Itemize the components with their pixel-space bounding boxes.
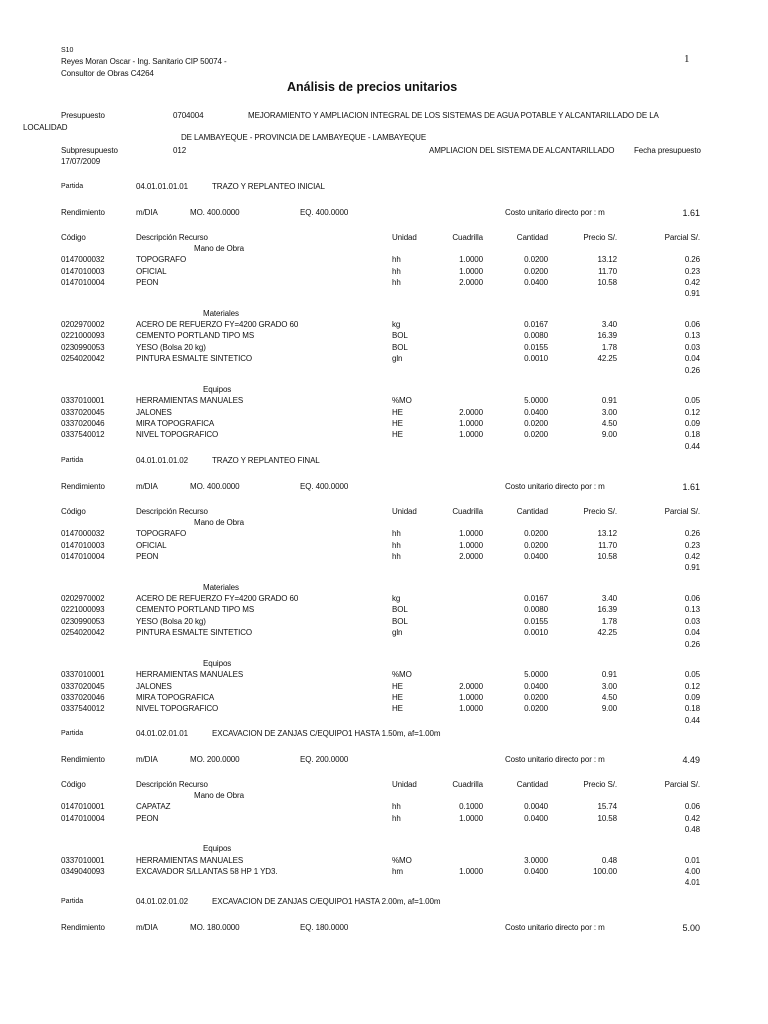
partida-name: TRAZO Y REPLANTEO INICIAL — [212, 182, 325, 191]
resource-description: PEON — [136, 278, 159, 288]
resource-code: 0337540012 — [61, 430, 105, 440]
resource-cantidad: 0.0200 — [524, 529, 548, 539]
costo-unitario-label: Costo unitario directo por : m — [505, 482, 605, 491]
col-header-descripcion: Descripción Recurso — [136, 780, 208, 789]
group-subtotal: 0.44 — [684, 441, 700, 451]
resource-code: 0147010001 — [61, 802, 105, 812]
rendimiento-eq: EQ. 180.0000 — [300, 923, 349, 932]
resource-parcial: 0.23 — [684, 540, 700, 550]
resource-parcial: 0.26 — [684, 255, 700, 265]
resource-code: 0337540012 — [61, 704, 105, 714]
resource-unit: %MO — [392, 396, 412, 406]
costo-unitario-label: Costo unitario directo por : m — [505, 755, 605, 764]
resource-description: NIVEL TOPOGRAFICO — [136, 704, 219, 714]
rendimiento-unit: m/DIA — [136, 208, 158, 217]
resource-parcial: 0.13 — [684, 331, 700, 341]
resource-cantidad: 0.0400 — [524, 552, 548, 562]
partida-label: Partida — [61, 898, 84, 905]
col-header-codigo: Código — [61, 507, 86, 516]
col-header-precio: Precio S/. — [583, 780, 617, 789]
resource-parcial: 0.06 — [684, 320, 700, 330]
resource-code: 0147000032 — [61, 255, 105, 265]
col-header-cantidad: Cantidad — [516, 780, 548, 789]
presupuesto-description: MEJORAMIENTO Y AMPLIACION INTEGRAL DE LOS SISTEMAS DE AGUA POTABLE Y ALCANTARILLADO DE LA — [248, 111, 659, 120]
resource-parcial: 0.03 — [684, 616, 700, 626]
col-header-cuadrilla: Cuadrilla — [452, 780, 483, 789]
partida-label: Partida — [61, 730, 84, 737]
resource-unit: BOL — [392, 342, 408, 352]
subpresupuesto-label: Subpresupuesto — [61, 146, 118, 155]
resource-parcial: 0.23 — [684, 266, 700, 276]
resource-precio: 11.70 — [598, 540, 617, 550]
resource-code: 0349040093 — [61, 867, 105, 877]
resource-parcial: 0.04 — [684, 354, 700, 364]
resource-description: CEMENTO PORTLAND TIPO MS — [136, 605, 255, 615]
rendimiento-unit: m/DIA — [136, 482, 158, 491]
resource-description: HERRAMIENTAS MANUALES — [136, 855, 244, 865]
resource-code: 0147010004 — [61, 552, 105, 562]
resource-parcial: 0.42 — [684, 278, 700, 288]
resource-precio: 0.91 — [601, 670, 617, 680]
resource-description: PEON — [136, 552, 159, 562]
resource-cantidad: 0.0080 — [524, 331, 548, 341]
partida-name: EXCAVACION DE ZANJAS C/EQUIPO1 HASTA 1.50m, af=1.00m — [212, 729, 441, 738]
resource-unit: hh — [392, 802, 401, 812]
resource-cantidad: 0.0400 — [524, 681, 548, 691]
resource-precio: 15.74 — [597, 802, 617, 812]
resource-description: YESO (Bolsa 20 kg) — [136, 342, 206, 352]
group-heading: Equipos — [203, 658, 232, 668]
resource-code: 0221000093 — [61, 331, 105, 341]
resource-parcial: 0.13 — [684, 605, 700, 615]
resource-cuadrilla: 1.0000 — [459, 529, 483, 539]
resource-unit: kg — [392, 320, 401, 330]
col-header-codigo: Código — [61, 233, 86, 242]
rendimiento-mo: MO. 400.0000 — [190, 482, 240, 491]
resource-parcial: 0.03 — [684, 342, 700, 352]
resource-cuadrilla: 1.0000 — [459, 418, 483, 428]
group-subtotal: 0.48 — [684, 825, 700, 835]
resource-code: 0337010001 — [61, 396, 105, 406]
resource-precio: 9.00 — [601, 430, 617, 440]
group-subtotal: 0.44 — [684, 715, 700, 725]
resource-unit: %MO — [392, 670, 412, 680]
rendimiento-label: Rendimiento — [61, 923, 105, 932]
resource-cantidad: 0.0080 — [524, 605, 548, 615]
resource-description: EXCAVADOR S/LLANTAS 58 HP 1 YD3. — [136, 867, 278, 877]
group-heading: Mano de Obra — [194, 791, 244, 800]
resource-precio: 4.50 — [601, 418, 617, 428]
resource-precio: 9.00 — [601, 704, 617, 714]
resource-description: PEON — [136, 813, 159, 823]
resource-cantidad: 0.0167 — [524, 594, 548, 604]
resource-description: MIRA TOPOGRAFICA — [136, 692, 215, 702]
resource-cuadrilla: 2.0000 — [459, 552, 483, 562]
col-header-descripcion: Descripción Recurso — [136, 507, 208, 516]
resource-precio: 1.78 — [601, 342, 617, 352]
resource-cuadrilla: 1.0000 — [459, 266, 483, 276]
resource-unit: hh — [392, 552, 401, 562]
costo-unitario-label: Costo unitario directo por : m — [505, 923, 605, 932]
resource-parcial: 0.42 — [684, 813, 700, 823]
group-subtotal: 4.01 — [684, 878, 700, 888]
resource-unit: hh — [392, 255, 401, 265]
resource-description: ACERO DE REFUERZO FY=4200 GRADO 60 — [136, 320, 299, 330]
col-header-parcial: Parcial S/. — [664, 233, 700, 242]
partida-code: 04.01.02.01.01 — [136, 729, 188, 738]
resource-unit: %MO — [392, 855, 412, 865]
resource-description: OFICIAL — [136, 540, 167, 550]
resource-parcial: 0.42 — [684, 552, 700, 562]
resource-description: PINTURA ESMALTE SINTETICO — [136, 628, 253, 638]
page-title: Análisis de precios unitarios — [287, 80, 458, 94]
resource-cuadrilla: 2.0000 — [459, 278, 483, 288]
resource-code: 0337020045 — [61, 681, 105, 691]
rendimiento-eq: EQ. 200.0000 — [300, 755, 349, 764]
group-heading: Equipos — [203, 844, 232, 854]
group-subtotal: 0.91 — [684, 563, 700, 573]
resource-cuadrilla: 1.0000 — [459, 255, 483, 265]
resource-parcial: 0.26 — [684, 529, 700, 539]
rendimiento-label: Rendimiento — [61, 482, 105, 491]
resource-cantidad: 0.0400 — [524, 407, 548, 417]
resource-cuadrilla: 1.0000 — [459, 540, 483, 550]
resource-unit: hh — [392, 278, 401, 288]
group-heading: Materiales — [203, 582, 239, 592]
resource-description: OFICIAL — [136, 266, 167, 276]
resource-cantidad: 0.0155 — [524, 342, 548, 352]
resource-cantidad: 0.0040 — [524, 802, 548, 812]
col-header-precio: Precio S/. — [583, 507, 617, 516]
resource-parcial: 0.12 — [684, 681, 700, 691]
subpresupuesto-description: AMPLIACION DEL SISTEMA DE ALCANTARILLADO — [429, 146, 615, 155]
resource-unit: HE — [392, 692, 403, 702]
resource-parcial: 0.06 — [684, 802, 700, 812]
resource-unit: HE — [392, 681, 403, 691]
resource-code: 0202970002 — [61, 320, 105, 330]
resource-precio: 42.25 — [597, 628, 617, 638]
resource-cantidad: 0.0200 — [524, 692, 548, 702]
partida-code: 04.01.01.01.01 — [136, 182, 188, 191]
resource-cuadrilla: 1.0000 — [459, 867, 483, 877]
group-heading: Mano de Obra — [194, 518, 244, 527]
report-code: S10 — [61, 47, 74, 54]
col-header-parcial: Parcial S/. — [664, 507, 700, 516]
col-header-cuadrilla: Cuadrilla — [452, 507, 483, 516]
resource-code: 0221000093 — [61, 605, 105, 615]
resource-code: 0147010004 — [61, 278, 105, 288]
rendimiento-unit: m/DIA — [136, 755, 158, 764]
group-heading: Mano de Obra — [194, 244, 244, 253]
resource-cuadrilla: 2.0000 — [459, 407, 483, 417]
costo-unitario-label: Costo unitario directo por : m — [505, 208, 605, 217]
resource-cantidad: 0.0010 — [524, 354, 548, 364]
resource-code: 0254020042 — [61, 354, 105, 364]
resource-precio: 16.39 — [597, 605, 617, 615]
resource-parcial: 4.00 — [684, 867, 700, 877]
col-header-parcial: Parcial S/. — [664, 780, 700, 789]
resource-cantidad: 5.0000 — [524, 396, 548, 406]
resource-precio: 13.12 — [597, 529, 617, 539]
col-header-unidad: Unidad — [392, 780, 417, 789]
resource-description: MIRA TOPOGRAFICA — [136, 418, 215, 428]
resource-description: YESO (Bolsa 20 kg) — [136, 616, 206, 626]
col-header-unidad: Unidad — [392, 507, 417, 516]
resource-cantidad: 0.0155 — [524, 616, 548, 626]
subpresupuesto-code: 012 — [173, 146, 187, 155]
resource-code: 0337020046 — [61, 692, 105, 702]
rendimiento-eq: EQ. 400.0000 — [300, 208, 349, 217]
page-number: 1 — [684, 53, 690, 65]
resource-unit: hh — [392, 540, 401, 550]
presupuesto-label: Presupuesto — [61, 111, 105, 120]
resource-cuadrilla: 2.0000 — [459, 681, 483, 691]
resource-precio: 13.12 — [597, 255, 617, 265]
resource-precio: 3.40 — [601, 320, 617, 330]
resource-cuadrilla: 1.0000 — [459, 692, 483, 702]
resource-cantidad: 0.0200 — [524, 430, 548, 440]
resource-precio: 1.78 — [601, 616, 617, 626]
resource-unit: gln — [392, 354, 403, 364]
resource-precio: 10.58 — [597, 552, 617, 562]
resource-cuadrilla: 1.0000 — [459, 704, 483, 714]
partida-label: Partida — [61, 183, 84, 190]
group-heading: Equipos — [203, 384, 232, 394]
rendimiento-mo: MO. 200.0000 — [190, 755, 240, 764]
resource-cuadrilla: 1.0000 — [459, 813, 483, 823]
resource-precio: 100.00 — [593, 867, 617, 877]
resource-precio: 11.70 — [598, 266, 617, 276]
resource-code: 0230990053 — [61, 616, 105, 626]
presupuesto-description-line2: DE LAMBAYEQUE - PROVINCIA DE LAMBAYEQUE - LAMBAYEQUE — [181, 133, 427, 142]
resource-code: 0337020045 — [61, 407, 105, 417]
costo-unitario-total: 1.61 — [682, 208, 700, 218]
resource-precio: 0.48 — [601, 855, 617, 865]
resource-unit: hh — [392, 813, 401, 823]
resource-unit: kg — [392, 594, 401, 604]
resource-unit: HE — [392, 418, 403, 428]
resource-precio: 10.58 — [597, 278, 617, 288]
resource-code: 0147010004 — [61, 813, 105, 823]
resource-code: 0337020046 — [61, 418, 105, 428]
col-header-cantidad: Cantidad — [516, 507, 548, 516]
resource-cuadrilla: 0.1000 — [459, 802, 483, 812]
resource-cantidad: 3.0000 — [524, 855, 548, 865]
resource-cantidad: 0.0400 — [524, 867, 548, 877]
resource-unit: HE — [392, 407, 403, 417]
col-header-unidad: Unidad — [392, 233, 417, 242]
resource-parcial: 0.01 — [684, 855, 700, 865]
rendimiento-eq: EQ. 400.0000 — [300, 482, 349, 491]
resource-precio: 4.50 — [601, 692, 617, 702]
author-line-1: Reyes Moran Oscar - Ing. Sanitario CIP 50074 - — [61, 57, 227, 66]
resource-unit: HE — [392, 704, 403, 714]
fecha-presupuesto-label: Fecha presupuesto — [634, 146, 701, 155]
resource-code: 0147010003 — [61, 540, 105, 550]
resource-parcial: 0.12 — [684, 407, 700, 417]
group-subtotal: 0.91 — [684, 289, 700, 299]
resource-unit: BOL — [392, 616, 408, 626]
resource-precio: 16.39 — [597, 331, 617, 341]
resource-parcial: 0.05 — [684, 670, 700, 680]
resource-precio: 3.00 — [601, 681, 617, 691]
resource-description: TOPOGRAFO — [136, 255, 187, 265]
resource-cuadrilla: 1.0000 — [459, 430, 483, 440]
resource-cantidad: 5.0000 — [524, 670, 548, 680]
resource-description: ACERO DE REFUERZO FY=4200 GRADO 60 — [136, 594, 299, 604]
resource-code: 0230990053 — [61, 342, 105, 352]
col-header-codigo: Código — [61, 780, 86, 789]
group-subtotal: 0.26 — [684, 365, 700, 375]
resource-unit: hh — [392, 529, 401, 539]
resource-cantidad: 0.0400 — [524, 813, 548, 823]
resource-code: 0337010001 — [61, 670, 105, 680]
partida-name: EXCAVACION DE ZANJAS C/EQUIPO1 HASTA 2.00m, af=1.00m — [212, 897, 441, 906]
resource-cantidad: 0.0200 — [524, 255, 548, 265]
rendimiento-label: Rendimiento — [61, 208, 105, 217]
resource-description: CAPATAZ — [136, 802, 171, 812]
resource-code: 0254020042 — [61, 628, 105, 638]
resource-precio: 0.91 — [601, 396, 617, 406]
resource-cantidad: 0.0200 — [524, 266, 548, 276]
resource-parcial: 0.06 — [684, 594, 700, 604]
resource-description: NIVEL TOPOGRAFICO — [136, 430, 219, 440]
resource-cantidad: 0.0200 — [524, 540, 548, 550]
rendimiento-unit: m/DIA — [136, 923, 158, 932]
resource-precio: 3.00 — [601, 407, 617, 417]
resource-parcial: 0.18 — [684, 430, 700, 440]
resource-cantidad: 0.0200 — [524, 704, 548, 714]
group-heading: Materiales — [203, 308, 239, 318]
partida-label: Partida — [61, 457, 84, 464]
col-header-precio: Precio S/. — [583, 233, 617, 242]
author-line-2: Consultor de Obras C4264 — [61, 69, 154, 78]
partida-code: 04.01.02.01.02 — [136, 897, 188, 906]
resource-parcial: 0.09 — [684, 418, 700, 428]
presupuesto-code: 0704004 — [173, 111, 204, 120]
rendimiento-mo: MO. 400.0000 — [190, 208, 240, 217]
presupuesto-description-cont: LOCALIDAD — [23, 123, 68, 132]
resource-unit: hm — [392, 867, 403, 877]
resource-unit: gln — [392, 628, 403, 638]
costo-unitario-total: 1.61 — [682, 482, 700, 492]
resource-description: JALONES — [136, 681, 172, 691]
resource-cantidad: 0.0400 — [524, 278, 548, 288]
partida-name: TRAZO Y REPLANTEO FINAL — [212, 456, 320, 465]
resource-description: HERRAMIENTAS MANUALES — [136, 396, 244, 406]
resource-precio: 10.58 — [597, 813, 617, 823]
resource-description: CEMENTO PORTLAND TIPO MS — [136, 331, 255, 341]
rendimiento-mo: MO. 180.0000 — [190, 923, 240, 932]
subpresupuesto-date: 17/07/2009 — [61, 157, 101, 166]
resource-code: 0337010001 — [61, 855, 105, 865]
group-subtotal: 0.26 — [684, 639, 700, 649]
resource-unit: BOL — [392, 605, 408, 615]
resource-code: 0147000032 — [61, 529, 105, 539]
resource-parcial: 0.18 — [684, 704, 700, 714]
col-header-cuadrilla: Cuadrilla — [452, 233, 483, 242]
resource-description: PINTURA ESMALTE SINTETICO — [136, 354, 253, 364]
resource-description: TOPOGRAFO — [136, 529, 187, 539]
resource-cantidad: 0.0167 — [524, 320, 548, 330]
col-header-cantidad: Cantidad — [516, 233, 548, 242]
resource-precio: 42.25 — [597, 354, 617, 364]
costo-unitario-total: 4.49 — [682, 755, 700, 765]
costo-unitario-total: 5.00 — [682, 923, 700, 933]
resource-code: 0147010003 — [61, 266, 105, 276]
resource-parcial: 0.05 — [684, 396, 700, 406]
resource-cantidad: 0.0010 — [524, 628, 548, 638]
partida-code: 04.01.01.01.02 — [136, 456, 188, 465]
resource-unit: BOL — [392, 331, 408, 341]
col-header-descripcion: Descripción Recurso — [136, 233, 208, 242]
resource-code: 0202970002 — [61, 594, 105, 604]
rendimiento-label: Rendimiento — [61, 755, 105, 764]
resource-description: HERRAMIENTAS MANUALES — [136, 670, 244, 680]
resource-description: JALONES — [136, 407, 172, 417]
resource-cantidad: 0.0200 — [524, 418, 548, 428]
resource-parcial: 0.09 — [684, 692, 700, 702]
resource-unit: HE — [392, 430, 403, 440]
resource-precio: 3.40 — [601, 594, 617, 604]
resource-parcial: 0.04 — [684, 628, 700, 638]
resource-unit: hh — [392, 266, 401, 276]
